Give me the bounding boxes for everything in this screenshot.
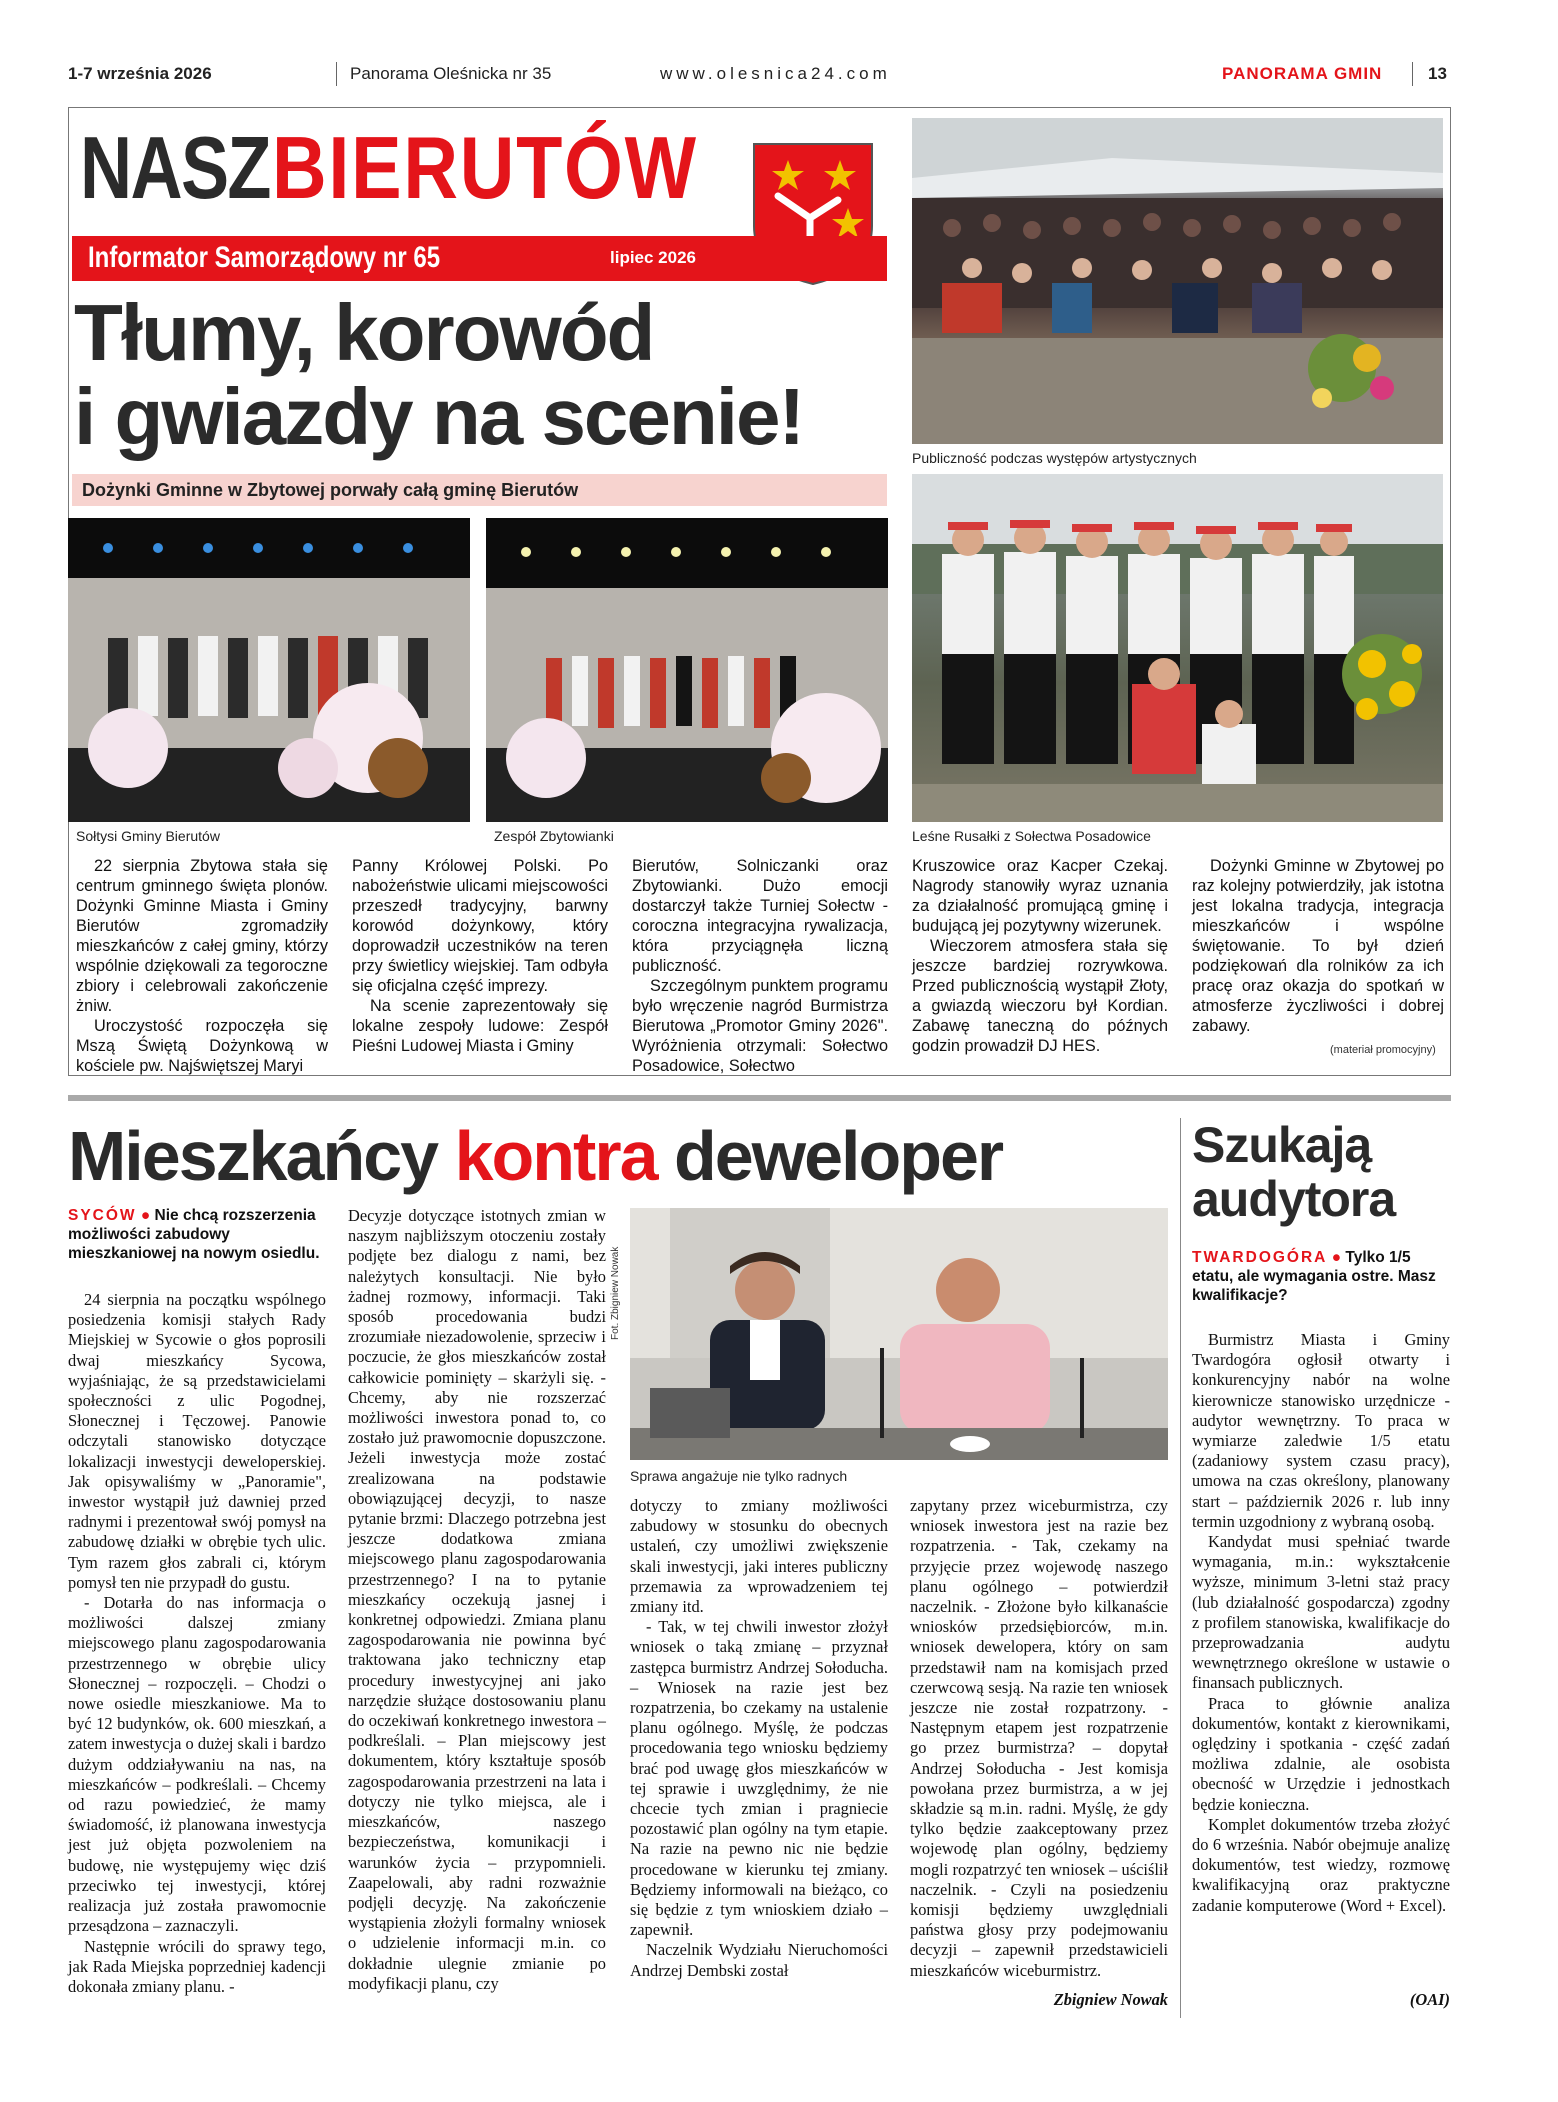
paragraph: 24 sierpnia na początku wspólnego posiedzenia komisji stałych Rady Miejskiej w Sycowie o głos poprosili dwaj mieszkańcy Sycowa, wyjaśniając, że są przedstawicielami społeczności z ulic Pogodnej, Słonecznej i Tęczowej. Panowie odczytali stanowisko dotyczące lokalizacji inwestycji deweloperskiej. Jak opisywaliśmy w „Panoramie", inwestor wystąpił już dawniej przed radnymi i prezentował swój pomysł na zabudowę działki w obrębie tych ulic. Tym razem głos zabrali ci, którym pomysł ten nie przypadł do gustu.	[68, 1290, 326, 1592]
section-rule	[68, 1095, 1451, 1101]
article-divider	[1180, 1118, 1181, 2018]
deweloper-column-3	[630, 1496, 888, 1981]
informator-label: Informator Samorządowy nr 65	[88, 241, 441, 274]
bierutow-column-3	[632, 856, 888, 1076]
paragraph: Kruszowice oraz Kacper Czekaj. Nagrody stanowiły wyraz uznania za działalność promującą gminę i budującą jej pozytywny wizerunek.	[912, 857, 1168, 935]
paragraph: dotyczy to zmiany możliwości zabudowy w stosunku do obecnych ustaleń, czy umożliwi zwiększenie skali inwestycji, jaki interes publiczny przemawia za wprowadzeniem tej zmiany itd.	[630, 1496, 888, 1617]
website-link[interactable]: www.olesnica24.com	[660, 64, 891, 83]
title-part: deweloper	[673, 1117, 1003, 1195]
location-kicker: SYCÓW	[68, 1207, 137, 1224]
bierutow-column-5	[1192, 856, 1444, 1036]
paragraph: - Dotarła do nas informacja o możliwości dalszej zmiany miejscowego planu zagospodarowania przestrzennego w obrębie ulicy Słonecznej – rozpoczęli. – Chodzi o nowe osiedle mieszkaniowe. Ma to być 12 budynków, ok. 600 mieszkań, a zatem inwestycja o dużej skali i bardzo dużym oddziaływaniu na nas, na mieszkańców – podkreślali. – Chcemy od razu powiedzieć, że mamy świadomość, iż planowana inwestycja jest już objęta pozwoleniem na budowę, nie występujemy więc dziś przeciwko tej inwestycji, której realizacja już została prawomocnie przesądzona – zaznaczyli.	[68, 1593, 326, 1936]
paragraph: 22 sierpnia Zbytowa stała się centrum gminnego święta plonów. Dożynki Gminne Miasta i Gminy Bierutów zgromadziły mieszkańców z całej gminy, którzy wspólnie dziękowali za tegoroczne zbiory i celebrowali zakończenie żniw.	[76, 857, 328, 1015]
paragraph: Szczególnym punktem programu było wręczenie nagród Burmistrza Bierutowa „Promotor Gminy 2026". Wyróżnienia otrzymali: Sołectwo Posadowice, Sołectwo	[632, 977, 888, 1075]
lead-text: Nie chcą rozszerzenia możliwości zabudowy mieszkaniowej na nowym osiedlu.	[68, 1207, 320, 1262]
soltysi-photo	[68, 518, 470, 822]
paragraph: Kandydat musi spełniać twarde wymagania, m.in.: wykształcenie wyższe, minimum 3-letni staż pracy (lub działalność gospodarcza) zgodny z profilem stanowiska, kwalifikacje do przeprowadzania audytu wewnętrznego określone w ustawie o finansach publicznych.	[1192, 1532, 1450, 1693]
paragraph: Panny Królowej Polski. Po nabożeństwie ulicami miejscowości przeszedł tradycyjny, barwny korowód dożynkowy, który doprowadził uczestników na teren przy świetlicy wiejskiej. Tam odbyła się oficjalna część imprezy.	[352, 857, 608, 995]
deweloper-column-4	[910, 1496, 1168, 1981]
paragraph: Wieczorem atmosfera stała się jeszcze bardziej rozrywkowa. Przed publicznością wystąpił Złoty, a gwiazdą wieczoru był Kordian. Zabawę taneczną do późnych godzin prowadził DJ HES.	[912, 937, 1168, 1055]
paragraph: Następnie wrócili do sprawy tego, jak Rada Miejska poprzedniej kadencji dokonała zmiany planu. -	[68, 1936, 326, 1996]
bierutow-column-1	[76, 856, 328, 1076]
rusalki-photo	[912, 474, 1443, 822]
paragraph: Dożynki Gminne w Zbytowej po raz kolejny potwierdziły, jak istotna jest lokalna tradycja, integracja mieszkańców i wspólne świętowanie. To był dzień podziękowań dla rolników za ich pracę oraz okazja do spotkań w atmosferze życzliwości i dobrej zabawy.	[1192, 857, 1444, 1035]
paragraph: Bierutów, Solniczanki oraz Zbytowianki. Dużo emocji dostarczył także Turniej Sołectw - coroczna integracyjna rywalizacja, która przyciągnęła liczną publiczność.	[632, 857, 888, 975]
article-author: Zbigniew Nowak	[1053, 1990, 1168, 2009]
meeting-photo	[630, 1208, 1168, 1460]
zespol-caption: Zespół Zbytowianki	[494, 828, 614, 844]
paragraph: Na scenie zaprezentowały się lokalne zespoły ludowe: Zespół Pieśni Ludowej Miasta i Gminy	[352, 997, 608, 1055]
title-part: Mieszkańcy	[68, 1117, 438, 1195]
audytor-title-line1: Szukają	[1192, 1117, 1372, 1173]
audytor-title-line2: audytora	[1192, 1171, 1396, 1227]
deweloper-lead: SYCÓW ● Nie chcą rozszerzenia możliwości zabudowy mieszkaniowej na nowym osiedlu.	[68, 1207, 320, 1262]
bierutow-column-2	[352, 856, 608, 1056]
audience-photo	[912, 118, 1443, 444]
bierutow-column-4	[912, 856, 1168, 1056]
audytor-column	[1192, 1330, 1450, 1916]
paragraph: Praca to głównie analiza dokumentów, kontakt z kierownikami, oględziny i spotkania - część zadań możliwa zdalnie, ale osobista obecność w Urzędzie i jednostkach będzie konieczna.	[1192, 1693, 1450, 1814]
issue-number: Panorama Oleśnicka nr 35	[350, 64, 552, 83]
masthead-red: BIERUTÓW	[272, 118, 698, 217]
headline-line2: i gwiazdy na scenie!	[74, 372, 804, 461]
meeting-caption: Sprawa angażuje nie tylko radnych	[630, 1468, 848, 1484]
section-name: PANORAMA GMIN	[1222, 64, 1383, 83]
photo-credit: Fot. Zbigniew Nowak	[610, 1246, 621, 1340]
subheadline: Dożynki Gminne w Zbytowej porwały całą gminę Bierutów	[82, 480, 579, 500]
title-part-red: kontra	[454, 1117, 657, 1195]
masthead-dark: NASZ	[80, 118, 270, 217]
header-divider	[1412, 62, 1413, 86]
rusalki-caption: Leśne Rusałki z Sołectwa Posadowice	[912, 828, 1151, 844]
audience-caption: Publiczność podczas występów artystycznych	[912, 450, 1197, 466]
deweloper-column-2	[348, 1206, 606, 1994]
header-divider	[336, 62, 337, 86]
issue-date: 1-7 września 2026	[68, 64, 212, 83]
paragraph: - Tak, w tej chwili inwestor złożył wniosek o taką zmianę – przyznał zastępca burmistrz Andrzej Sołoducha. – Wniosek na razie jest bez rozpatrzenia, bo czekamy na ustalenie planu ogólnego. Myślę, że podczas procedowania tego wniosku będziemy brać pod uwagę głos mieszkańców w tej sprawie i uwzględnimy, że nie chcecie tych zmian i pragniecie pozostawić plan ogólny na tym etapie. Na razie na pewno nic nie będzie procedowane w kierunku tej zmiany. Będziemy informowali na bieżąco, co się będzie z tym wnioskiem działo – zapewnił.	[630, 1617, 888, 1940]
lead-text: Tylko 1/5 etatu, ale wymagania ostre. Masz kwalifikacje?	[1192, 1249, 1436, 1304]
informator-date: lipiec 2026	[610, 248, 697, 267]
paragraph: Burmistrz Miasta i Gminy Twardogóra ogłosił otwarty i konkurencyjny nabór na wolne kierownicze stanowisko urzędnicze - audytor wewnętrzny. To praca w wymiarze zaledwie 1/5 etatu (zadaniowy system czasu pracy), umowa na czas określony, planowany start – październik 2026 r. lub inny termin uzgodniony z wybraną osobą.	[1192, 1330, 1450, 1531]
zespol-photo	[486, 518, 888, 822]
promo-note: (materiał promocyjny)	[1330, 1044, 1436, 1056]
paragraph: Uroczystość rozpoczęła się Mszą Świętą Dożynkową w kościele pw. Najświętszej Maryi	[76, 1017, 328, 1075]
paragraph: Decyzje dotyczące istotnych zmian w naszym najbliższym otoczeniu zostały podjęte bez dialogu z nami, bez należytych konsultacji. Nie było żadnej rozmowy, informacji. Taki sposób procedowania budzi zrozumiałe niezadowolenie, sprzeciw i poczucie, że głos mieszkańców został całkowicie pominięty – skarżyli się. - Chcemy, aby nie rozszerzać możliwości inwestora ponad to, co zostało już prawomocnie dopuszczone. Jeżeli inwestycja może zostać zrealizowana na podstawie obowiązującej decyzji, to nasze pytanie brzmi: Dlaczego potrzebna jest jeszcze dodatkowa zmiana miejscowego planu zagospodarowania przestrzennego? I na to pytanie mieszkańcy oczekują jasnej i konkretnej odpowiedzi. Zmiana planu zagospodarowania nie powinna być traktowana jako techniczny etap procedury inwestycyjnej ani jako narzędzie służące dostosowaniu planu do oczekiwań konkretnego inwestora – podkreślali. – Plan miejscowy jest dokumentem, który kształtuje sposób zagospodarowania przestrzeni na lata i dotyczy nie tylko miejsca, ale i mieszkańców, naszego bezpieczeństwa, komunikacji i warunków życia – przypomnieli. Zaapelowali, aby radni rozważnie podjęli decyzję. Na zakończenie wystąpienia złożyli formalny wniosek o udzielenie informacji m.in. co dokładnie ulegnie zmianie po modyfikacji planu, czy	[348, 1206, 606, 1993]
location-kicker: TWARDOGÓRA	[1192, 1249, 1328, 1266]
soltysi-caption: Sołtysi Gminy Bierutów	[76, 828, 220, 844]
paragraph: Naczelnik Wydziału Nieruchomości Andrzej Dembski został	[630, 1940, 888, 1980]
deweloper-column-1	[68, 1290, 326, 1997]
paragraph: Komplet dokumentów trzeba złożyć do 6 września. Nabór obejmuje analizę dokumentów, test wiedzy, rozmowę kwalifikacyjną oraz praktyczne zadanie komputerowe (Word + Excel).	[1192, 1814, 1450, 1915]
audytor-lead: TWARDOGÓRA ● Tylko 1/5 etatu, ale wymagania ostre. Masz kwalifikacje?	[1192, 1249, 1436, 1304]
paragraph: zapytany przez wiceburmistrza, czy wniosek inwestora jest na razie bez rozpatrzenia. - Tak, czekamy na przyjęcie przez wojewodę naszego planu ogólnego – potwierdził naczelnik. - Złożone było kilkanaście wniosków przedsiębiorców, m.in. wniosek dewelopera, który on sam przedstawił nam na komisjach przed czerwcową sesją. Na razie ten wniosek jeszcze nie został rozpatrzony. - Następnym etapem jest rozpatrzenie go przez burmistrza? – dopytał Andrzej Sołoducha - Jest komisja powołana przez burmistrza, a w jej składzie są m.in. radni. Myślę, że gdy tylko będzie zaakceptowany przez wojewodę plan ogólny, będziemy mogli rozpatrzyć ten wniosek – uściślił naczelnik. - Czyli na posiedzeniu komisji będziemy uwzględniali państwa głosy przy podejmowaniu decyzji – zapewnił przedstawicieli mieszkańców wiceburmistrz.	[910, 1496, 1168, 1980]
headline-line1: Tłumy, korowód	[74, 288, 654, 377]
deweloper-title	[68, 1116, 1002, 1196]
audytor-author: (OAI)	[1409, 1990, 1450, 2009]
page-number: 13	[1428, 64, 1447, 83]
